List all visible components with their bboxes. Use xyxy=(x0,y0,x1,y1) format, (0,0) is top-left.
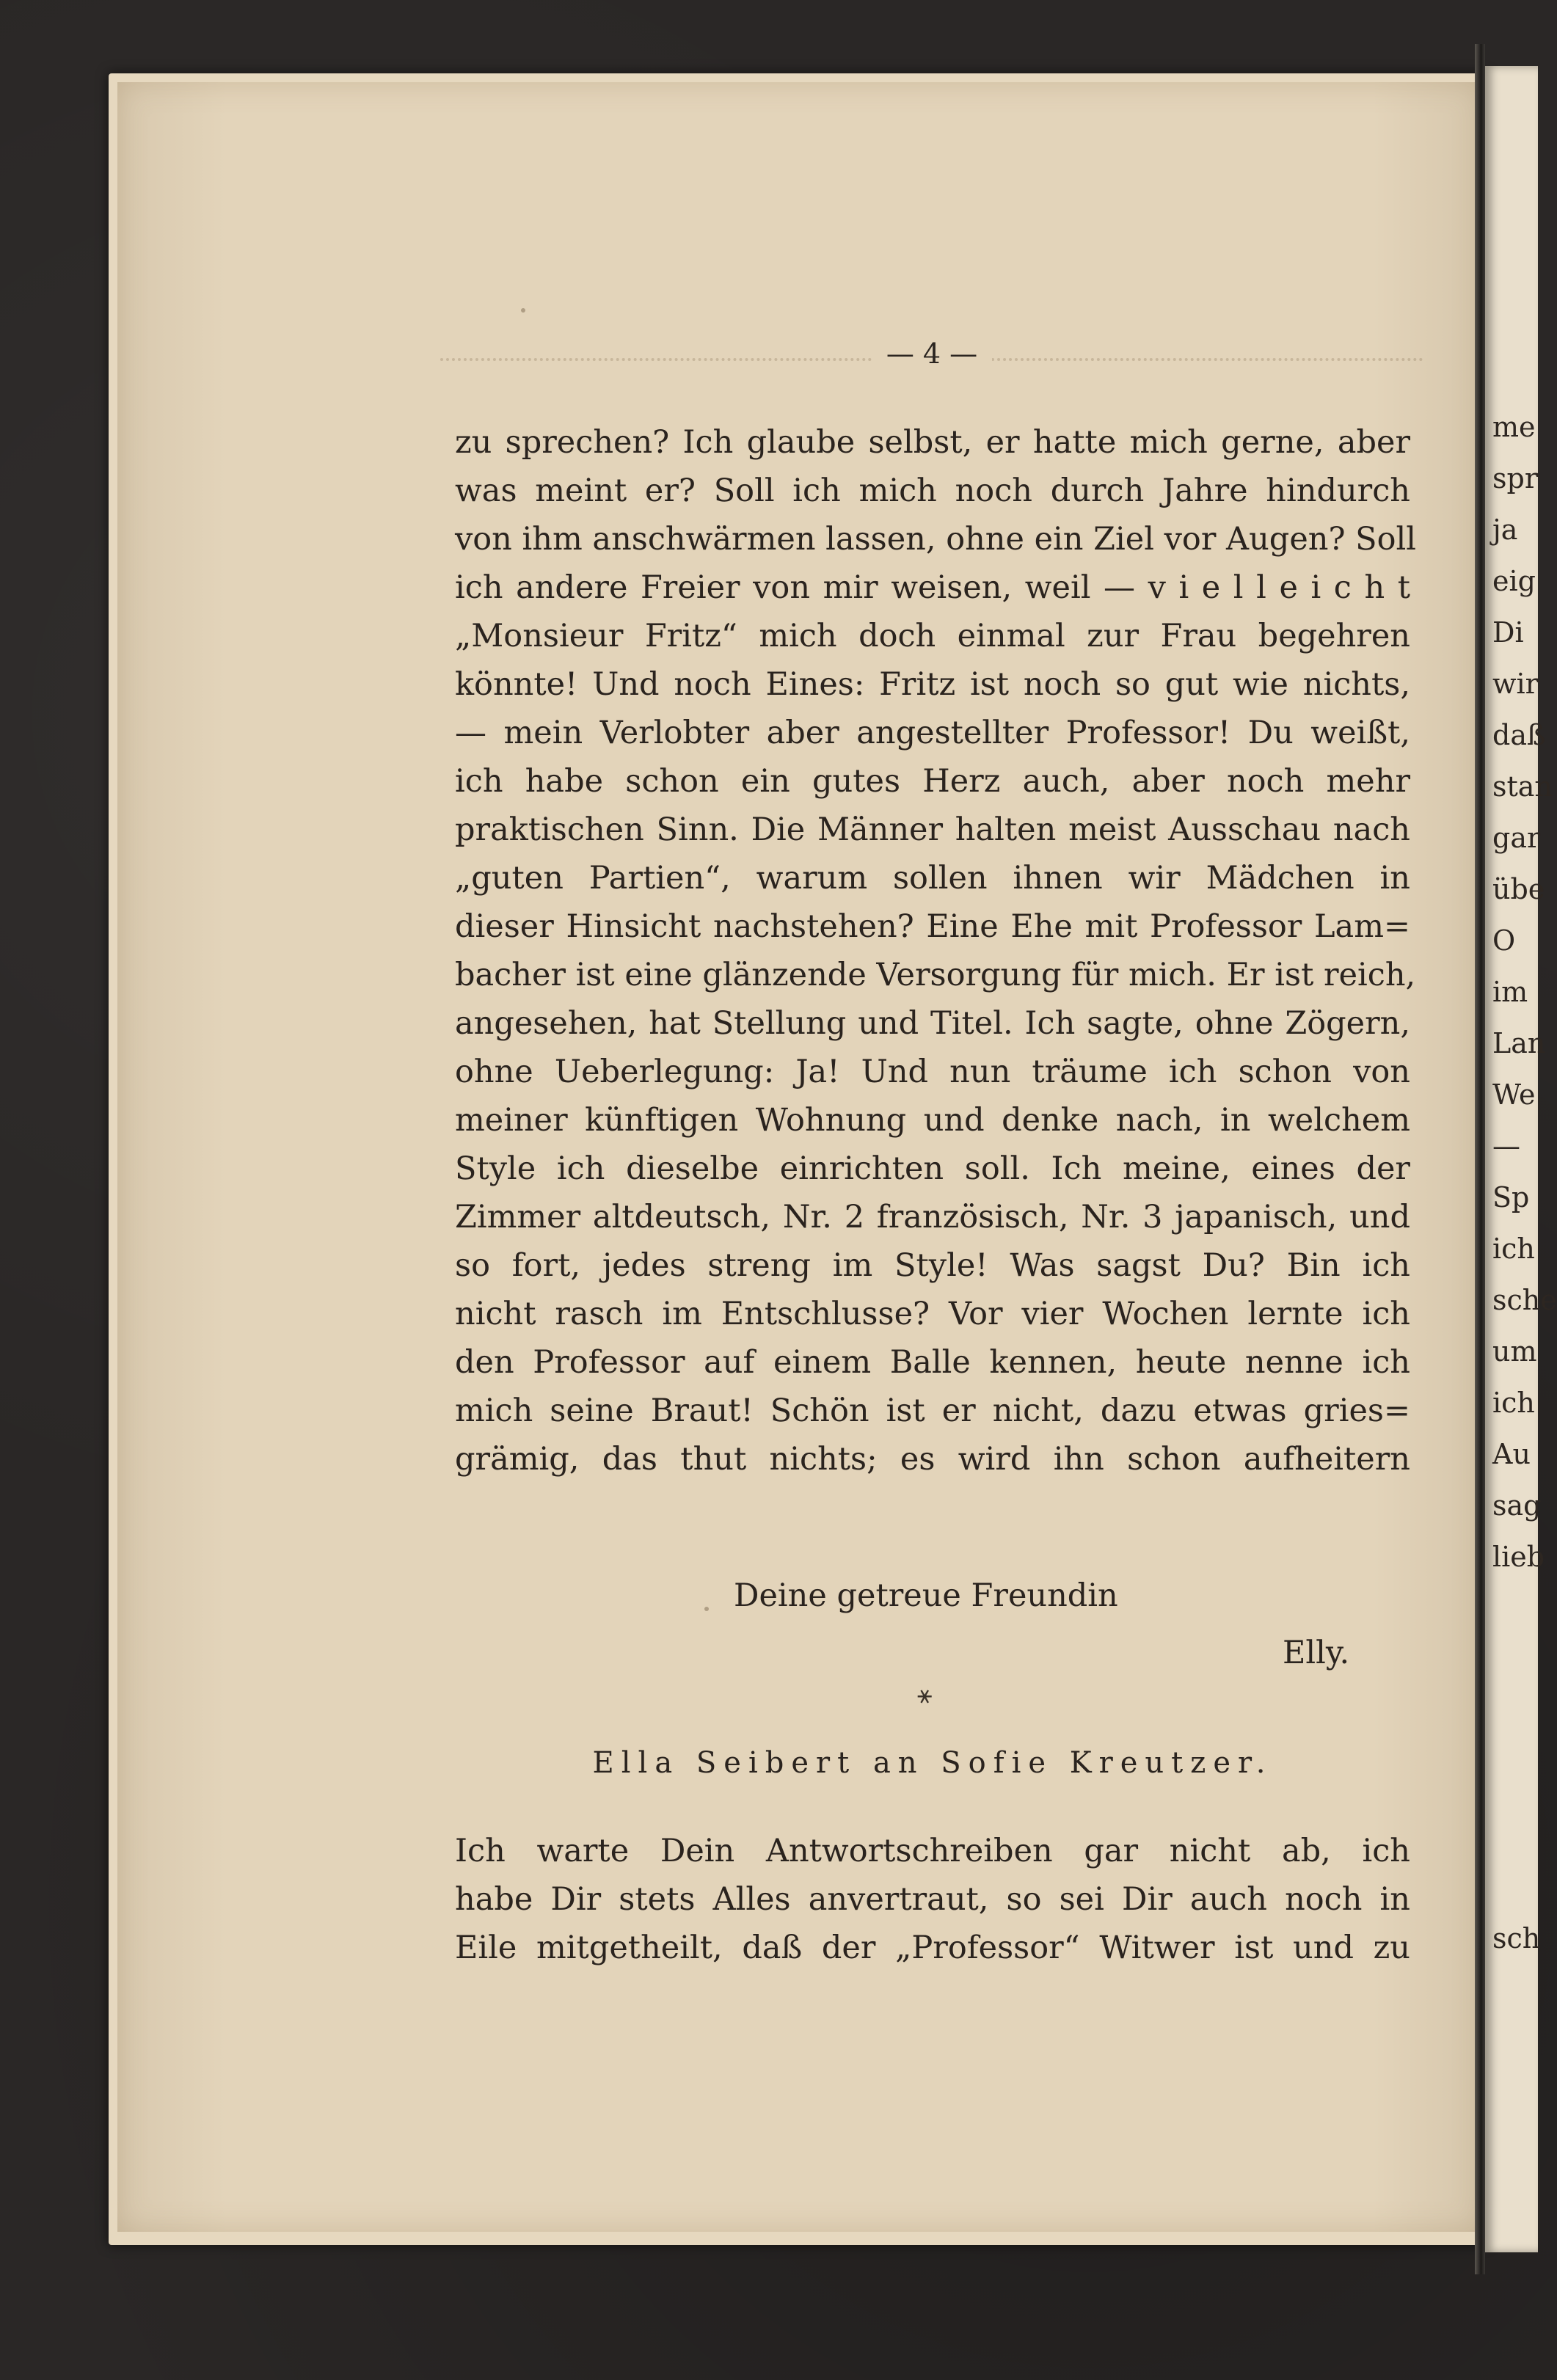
facing-page-fragment: gar xyxy=(1492,822,1541,854)
text-line: habe Dir stets Alles anvertraut, so sei Dir auch noch in xyxy=(455,1881,1410,1918)
facing-page-fragment: ich xyxy=(1492,1233,1535,1265)
facing-page-fragment: daß xyxy=(1492,719,1546,751)
section-separator: ⚹ xyxy=(917,1680,933,1709)
text-line: meiner künftigen Wohnung und denke nach, in welchem xyxy=(455,1102,1410,1139)
facing-page-fragment: Sp xyxy=(1492,1181,1530,1213)
text-line: dieser Hinsicht nachstehen? Eine Ehe mit Professor Lam= xyxy=(455,908,1410,945)
letter-paragraph-2 xyxy=(455,1827,1410,1972)
facing-page-fragment: We xyxy=(1492,1078,1536,1111)
text-line: den Professor auf einem Balle kennen, heute nenne ich xyxy=(455,1344,1410,1381)
text-line: angesehen, hat Stellung und Titel. Ich sagte, ohne Zögern, xyxy=(455,1005,1410,1042)
text-line: zu sprechen? Ich glaube selbst, er hatte mich gerne, aber xyxy=(455,424,1410,461)
signature: Elly. xyxy=(1283,1635,1350,1671)
facing-page-fragment: spr xyxy=(1492,462,1538,494)
text-line: bacher ist eine glänzende Versorgung für mich. Er ist reich, xyxy=(455,957,1416,993)
text-line: so fort, jedes streng im Style! Was sagst Du? Bin ich xyxy=(455,1247,1410,1284)
facing-page-fragment: übe xyxy=(1492,873,1545,905)
facing-page-fragment: im xyxy=(1492,976,1528,1008)
facing-page-fragment: um xyxy=(1492,1335,1537,1368)
text-line: nicht rasch im Entschlusse? Vor vier Wochen lernte ich xyxy=(455,1296,1410,1332)
paper-speck xyxy=(704,1607,709,1611)
letter-paragraph-1 xyxy=(455,418,1417,1483)
paper-speck xyxy=(521,308,525,313)
facing-page-fragment: ja xyxy=(1492,514,1518,546)
text-line: „Monsieur Fritz“ mich doch einmal zur Frau begehren xyxy=(455,618,1410,654)
text-line: Zimmer altdeutsch, Nr. 2 französisch, Nr. 3 japanisch, und xyxy=(455,1199,1410,1235)
facing-page-fragment: O xyxy=(1492,924,1516,957)
facing-page-fragment: — xyxy=(1492,1130,1520,1162)
page-header xyxy=(440,337,1423,382)
facing-page xyxy=(1485,66,1557,2252)
facing-page-fragment: lieb xyxy=(1492,1541,1545,1573)
facing-page-fragment: sag xyxy=(1492,1489,1542,1522)
facing-page-fragment: stan xyxy=(1492,770,1553,803)
page-number: — 4 — xyxy=(440,337,1423,370)
text-line: was meint er? Soll ich mich noch durch Jahre hindurch xyxy=(455,472,1410,509)
text-line: Ich warte Dein Antwortschreiben gar nicht ab, ich xyxy=(455,1833,1410,1869)
text-line: Eile mitgetheilt, daß der „Professor“ Witwer ist und zu xyxy=(455,1930,1410,1966)
closing-line: Deine getreue Freundin xyxy=(734,1577,1118,1614)
facing-page-fragment: sche xyxy=(1492,1284,1557,1316)
text-line: Style ich dieselbe einrichten soll. Ich meine, eines der xyxy=(455,1150,1410,1187)
text-line: von ihm anschwärmen lassen, ohne ein Ziel vor Augen? Soll xyxy=(455,521,1417,558)
text-line: praktischen Sinn. Die Männer halten meist Ausschau nach xyxy=(455,811,1410,848)
text-line: ich habe schon ein gutes Herz auch, aber noch mehr xyxy=(455,763,1410,800)
facing-page-fragment: me xyxy=(1492,411,1536,443)
text-line: grämig, das thut nichts; es wird ihn schon aufheitern xyxy=(455,1441,1410,1478)
letter-heading: Ella Seibert an Sofie Kreutzer. xyxy=(592,1746,1273,1780)
facing-page-fragment: eig xyxy=(1492,565,1536,597)
text-line: könnte! Und noch Eines: Fritz ist noch so gut wie nichts, xyxy=(455,666,1410,703)
facing-page-fragment: Di xyxy=(1492,616,1524,649)
facing-page-fragment: ich xyxy=(1492,1387,1535,1419)
text-line: mich seine Braut! Schön ist er nicht, dazu etwas gries= xyxy=(455,1392,1410,1429)
facing-page-fragment: Lan xyxy=(1492,1027,1546,1059)
facing-page-fragment: wir xyxy=(1492,668,1539,700)
book-binding xyxy=(1475,44,1485,2274)
text-line: „guten Partien“, warum sollen ihnen wir Mädchen in xyxy=(455,860,1410,897)
facing-page-fragment: sch xyxy=(1492,1922,1541,1954)
text-line: ich andere Freier von mir weisen, weil — v i e l l e i c h t xyxy=(455,569,1410,606)
text-line: ohne Ueberlegung: Ja! Und nun träume ich schon von xyxy=(455,1054,1410,1090)
facing-page-fragment: Au xyxy=(1492,1438,1531,1470)
text-line: — mein Verlobter aber angestellter Professor! Du weißt, xyxy=(455,715,1410,751)
